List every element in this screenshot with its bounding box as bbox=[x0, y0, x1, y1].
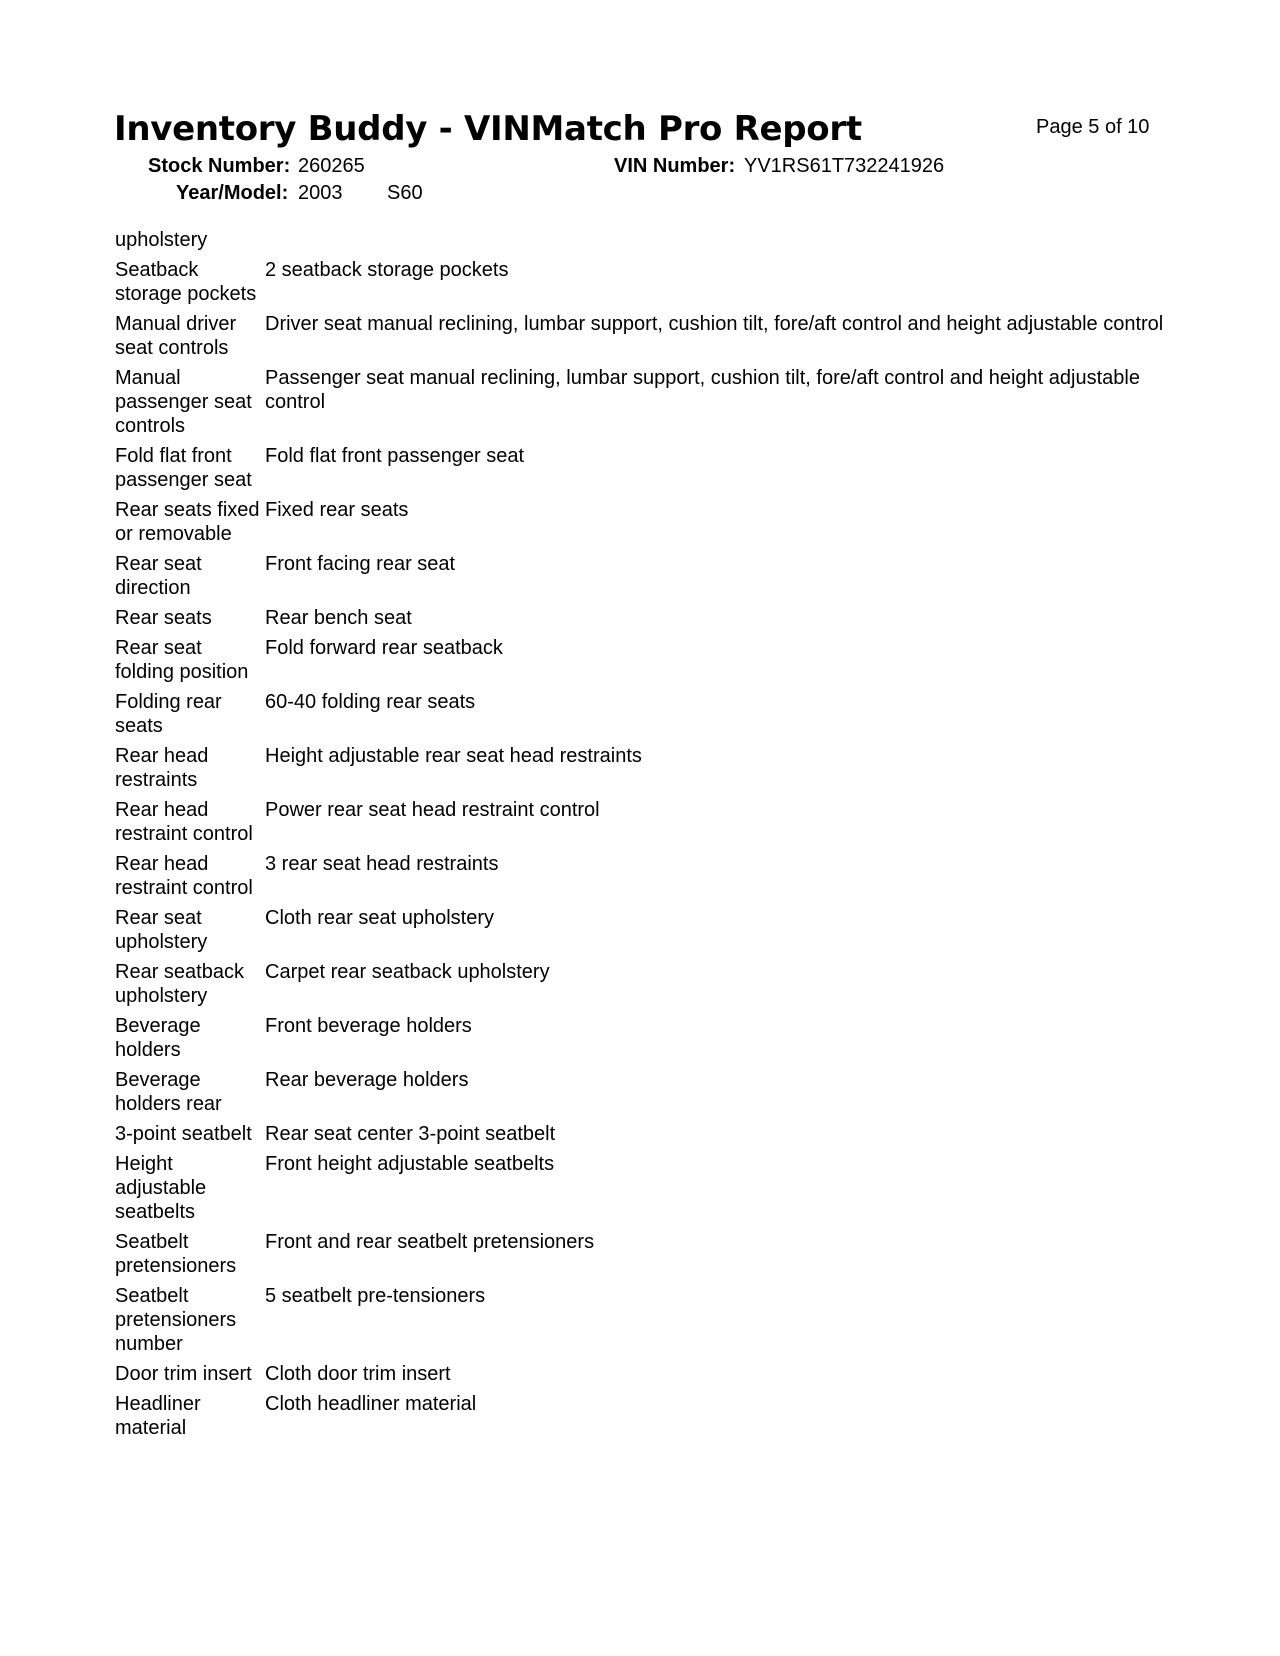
feature-row bbox=[115, 636, 1175, 684]
feature-row bbox=[115, 258, 1175, 306]
feature-value: Passenger seat manual reclining, lumbar support, cushion tilt, fore/aft control and height adjustable control bbox=[265, 367, 1140, 413]
feature-value: Front facing rear seat bbox=[265, 553, 456, 575]
feature-value: 3 rear seat head restraints bbox=[265, 853, 499, 875]
feature-value: Cloth door trim insert bbox=[265, 1363, 451, 1385]
feature-label: Rear seatback upholstery bbox=[115, 961, 244, 1007]
year-model-label: Year/Model: bbox=[176, 182, 289, 204]
feature-row bbox=[115, 690, 1175, 738]
feature-row bbox=[115, 366, 1175, 438]
feature-label: Door trim insert bbox=[115, 1363, 252, 1385]
feature-label: 3-point seatbelt bbox=[115, 1123, 252, 1145]
feature-label: Seatbelt pretensioners bbox=[115, 1231, 237, 1277]
vin-value: YV1RS61T732241926 bbox=[744, 155, 945, 177]
feature-label: Beverage holders bbox=[115, 1015, 201, 1061]
feature-row bbox=[115, 906, 1175, 954]
feature-value: Height adjustable rear seat head restraints bbox=[265, 745, 642, 767]
feature-value: 5 seatbelt pre-tensioners bbox=[265, 1285, 486, 1307]
model-value: S60 bbox=[387, 182, 423, 204]
feature-label: Fold flat front passenger seat bbox=[115, 445, 252, 491]
feature-row bbox=[115, 1122, 1175, 1146]
feature-row bbox=[115, 312, 1175, 360]
page-number: Page 5 of 10 bbox=[1036, 116, 1150, 138]
feature-label: Rear seat upholstery bbox=[115, 907, 208, 953]
feature-value: Front height adjustable seatbelts bbox=[265, 1153, 555, 1175]
feature-row bbox=[115, 1362, 1175, 1386]
report-title: Inventory Buddy - VINMatch Pro Report bbox=[114, 109, 862, 149]
feature-label: Rear seats fixed or removable bbox=[115, 499, 260, 545]
feature-value: Driver seat manual reclining, lumbar support, cushion tilt, fore/aft control and height adjustable control bbox=[265, 313, 1164, 335]
feature-label: Manual passenger seat controls bbox=[115, 367, 252, 437]
feature-label: Rear seats bbox=[115, 607, 212, 629]
feature-label: Manual driver seat controls bbox=[115, 313, 237, 359]
feature-label: Folding rear seats bbox=[115, 691, 222, 737]
feature-row bbox=[115, 744, 1175, 792]
feature-row bbox=[115, 1230, 1175, 1278]
feature-label: Height adjustable seatbelts bbox=[115, 1153, 207, 1223]
feature-rows bbox=[115, 258, 1175, 1440]
feature-row bbox=[115, 852, 1175, 900]
feature-row bbox=[115, 1392, 1175, 1440]
vin-label: VIN Number: bbox=[614, 155, 736, 177]
feature-value: Cloth rear seat upholstery bbox=[265, 907, 495, 929]
feature-value: Front and rear seatbelt pretensioners bbox=[265, 1231, 595, 1253]
feature-label: Rear head restraint control bbox=[115, 799, 253, 845]
feature-value: Front beverage holders bbox=[265, 1015, 472, 1037]
feature-label: Rear head restraint control bbox=[115, 853, 253, 899]
feature-value: Carpet rear seatback upholstery bbox=[265, 961, 550, 983]
feature-value: Fixed rear seats bbox=[265, 499, 409, 521]
continued-text: upholstery bbox=[115, 229, 208, 251]
feature-row bbox=[115, 1284, 1175, 1356]
feature-label: Beverage holders rear bbox=[115, 1069, 222, 1115]
stock-number-value: 260265 bbox=[298, 155, 365, 177]
feature-value: 2 seatback storage pockets bbox=[265, 259, 509, 281]
feature-row bbox=[115, 1152, 1175, 1224]
year-value: 2003 bbox=[298, 182, 343, 204]
feature-label: Rear seat folding position bbox=[115, 637, 249, 683]
feature-value: Fold flat front passenger seat bbox=[265, 445, 525, 467]
feature-value: Cloth headliner material bbox=[265, 1393, 477, 1415]
stock-number-label: Stock Number: bbox=[148, 155, 291, 177]
feature-label: Rear head restraints bbox=[115, 745, 209, 791]
feature-value: Power rear seat head restraint control bbox=[265, 799, 600, 821]
feature-value: Rear bench seat bbox=[265, 607, 412, 629]
feature-list bbox=[115, 228, 1175, 1446]
feature-row bbox=[115, 498, 1175, 546]
feature-value: Fold forward rear seatback bbox=[265, 637, 503, 659]
feature-value: Rear seat center 3-point seatbelt bbox=[265, 1123, 556, 1145]
feature-row bbox=[115, 1014, 1175, 1062]
feature-row bbox=[115, 444, 1175, 492]
feature-row bbox=[115, 552, 1175, 600]
feature-row bbox=[115, 960, 1175, 1008]
feature-label: Seatbelt pretensioners number bbox=[115, 1285, 237, 1355]
feature-row bbox=[115, 606, 1175, 630]
feature-label: Seatback storage pockets bbox=[115, 259, 257, 305]
feature-row bbox=[115, 1068, 1175, 1116]
feature-label: Headliner material bbox=[115, 1393, 201, 1439]
feature-row bbox=[115, 798, 1175, 846]
feature-value: 60-40 folding rear seats bbox=[265, 691, 476, 713]
feature-value: Rear beverage holders bbox=[265, 1069, 469, 1091]
feature-label: Rear seat direction bbox=[115, 553, 202, 599]
